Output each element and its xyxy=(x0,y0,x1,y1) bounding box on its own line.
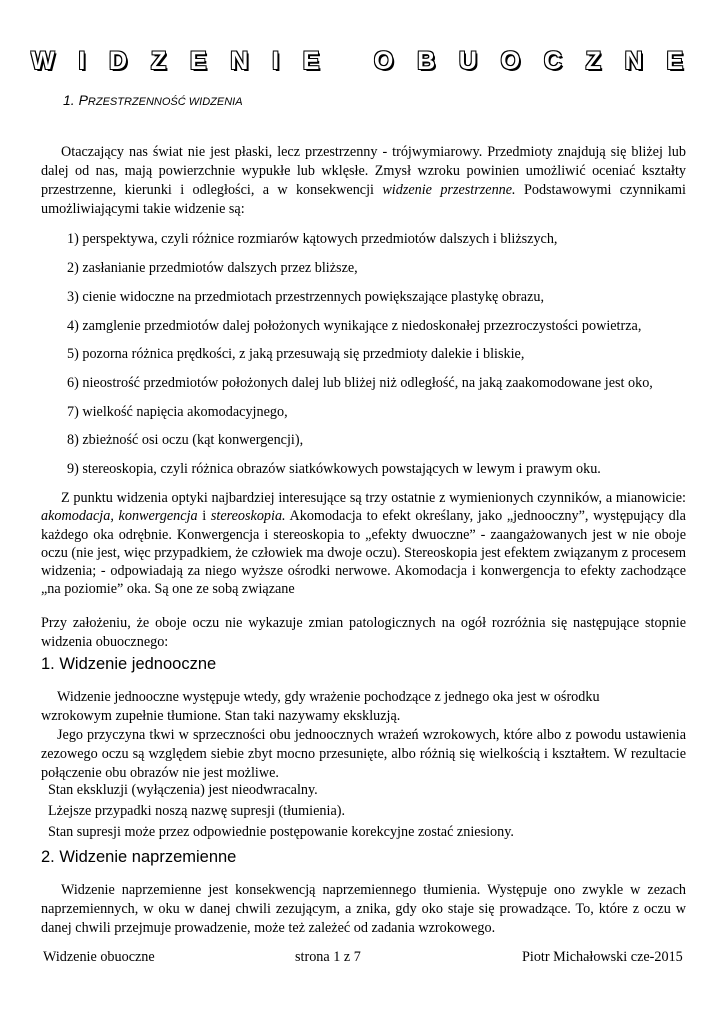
monocular-paragraph-2: Jego przyczyna tkwi w sprzeczności obu jednoocznych wrażeń wzrokowych, które albo z powodu ustawienia zezowego oczu są względem siebie zbyt mocno przesunięte, albo różnią się wielkością i kształtem. W rezultacie połączenie obu obrazów nie jest możliwe. xyxy=(41,727,686,781)
monocular-note-3: Stan supresji może przez odpowiednie postępowanie korekcyjne zostać zniesiony. xyxy=(48,824,514,840)
list-item: 7) wielkość napięcia akomodacyjnego, xyxy=(67,404,288,420)
alternating-paragraph: Widzenie naprzemienne jest konsekwencją naprzemiennego tłumienia. Występuje ono zwykle w zezach naprzemiennych, w oku w danej chwili zezującym, a znika, gdy oko staje się prowadzące. To, które z oczu w danej chwili przejmuje prowadzenie, może też zależeć od zadania wzrokowego. xyxy=(41,882,686,936)
footer-title: Widzenie obuoczne xyxy=(43,949,155,965)
footer-page-number: strona 1 z 7 xyxy=(295,949,361,965)
list-item: 3) cienie widoczne na przedmiotach przestrzennych powiększające plastykę obrazu, xyxy=(67,289,545,305)
monocular-note-2: Lżejsze przypadki noszą nazwę supresji (tłumienia). xyxy=(48,803,346,819)
intro-paragraph: Otaczający nas świat nie jest płaski, lecz przestrzenny - trójwymiarowy. Przedmioty znajdują się bliżej lub dalej od nas, mają powierzchnie wypukłe lub wklęsłe. Zmysł wzroku powinien umożliwić oceniać kształty przestrzenne, kierunki i odległości, a w konsekwencji widzenie przestrzenne. Podstawowymi czynnikami umożliwiającymi takie widzenie są: xyxy=(41,144,686,217)
list-item: 8) zbieżność osi oczu (kąt konwergencji), xyxy=(67,432,304,448)
document-title: W I D Z E N I E O B U O C Z N E xyxy=(31,47,692,75)
footer-author-date: Piotr Michałowski cze-2015 xyxy=(522,949,683,965)
heading-monocular: 1. Widzenie jednooczne xyxy=(41,655,217,673)
list-item: 2) zasłanianie przedmiotów dalszych przez bliższe, xyxy=(67,260,358,276)
section-heading: 1. PRZESTRZENNOŚĆ WIDZENIA xyxy=(63,92,243,108)
list-item: 1) perspektywa, czyli różnice rozmiarów kątowych przedmiotów dalszych i bliższych, xyxy=(67,231,558,247)
monocular-note-1: Stan ekskluzji (wyłączenia) jest nieodwracalny. xyxy=(48,782,318,798)
list-item: 9) stereoskopia, czyli różnica obrazów siatkówkowych powstających w lewym i prawym oku. xyxy=(67,461,601,477)
optics-paragraph: Z punktu widzenia optyki najbardziej interesujące są trzy ostatnie z wymienionych czynników, a mianowicie: akomodacja, konwergencja i stereoskopia. Akomodacja to efekt określany, jako „jednooczny”, występujący dla każdego oka odrębnie. Konwergencja i stereoskopia to „efekty dwuoczne” - zaangażowanych jest w nie oboje oczu (nie jest, więc przypadkiem, że człowiek ma dwoje oczu). Stereoskopia jest efektem związanym z procesem widzenia; - odpowiadają za niego wyższe ośrodki nerwowe. Akomodacja i konwergencja to efekty zachodzące „na poziomie” oka. Są one ze sobą związane xyxy=(41,490,686,598)
list-item: 4) zamglenie przedmiotów dalej położonych wynikające z niedoskonałej przezroczystości powietrza, xyxy=(67,318,642,334)
list-item: 5) pozorna różnica prędkości, z jaką przesuwają się przedmioty dalekie i bliskie, xyxy=(67,346,525,362)
degrees-paragraph: Przy założeniu, że oboje oczu nie wykazuje zmian patologicznych na ogół rozróżnia się następujące stopnie widzenia obuocznego: xyxy=(41,615,686,650)
list-item: 6) nieostrość przedmiotów położonych dalej lub bliżej niż odległość, na jaką zaakomodowane jest oko, xyxy=(67,375,653,391)
monocular-paragraph-1: Widzenie jednooczne występuje wtedy, gdy wrażenie pochodzące z jednego oka jest w ośrodku wzrokowym zupełnie tłumione. Stan taki nazywamy ekskluzją. xyxy=(41,689,600,724)
heading-alternating: 2. Widzenie naprzemienne xyxy=(41,848,237,866)
